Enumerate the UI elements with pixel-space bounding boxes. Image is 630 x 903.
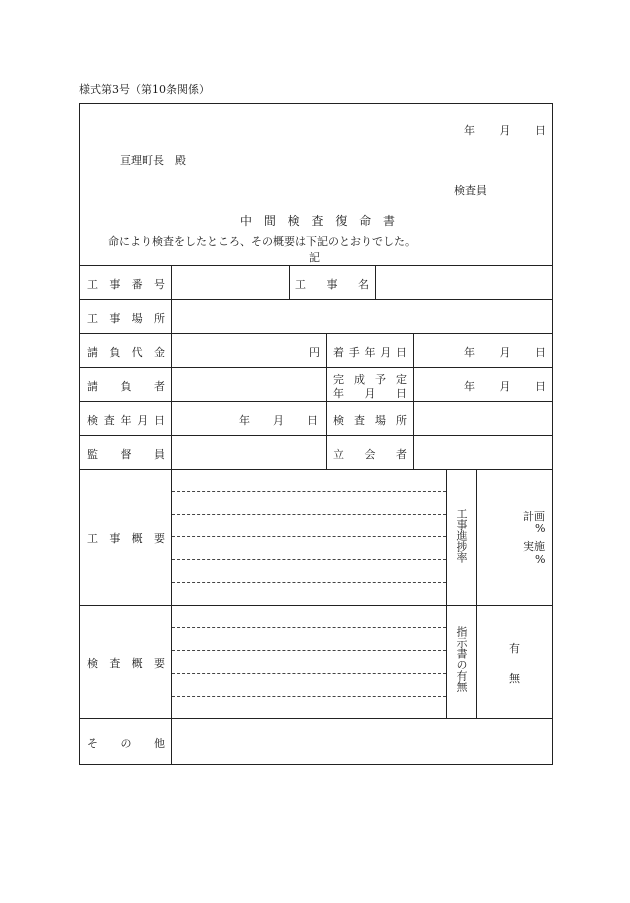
year-char: 年 [464, 124, 475, 137]
outer-left-border [79, 103, 80, 765]
label-char: 日 [396, 346, 407, 359]
column-line [476, 469, 477, 718]
dashed-writing-line [172, 673, 446, 674]
label-char: 概 [131, 532, 143, 545]
label-shinchoku: 工事進捗率 [455, 508, 468, 563]
outer-bottom-border [79, 764, 553, 765]
ki-label: 記 [309, 251, 320, 264]
row-line [79, 718, 553, 719]
label-kensa-gaiyo [87, 655, 165, 671]
label-char: 員 [154, 448, 165, 461]
date-kansei [464, 378, 546, 394]
label-char: 手 [348, 346, 360, 359]
label-char: 請 [87, 380, 98, 393]
year-char: 年 [464, 380, 475, 393]
label-char: 負 [120, 380, 132, 393]
label-char: 検 [87, 657, 98, 670]
row-line [79, 401, 553, 402]
title-char: 命 [359, 214, 372, 228]
label-char: 会 [364, 448, 376, 461]
title-char: 書 [382, 214, 395, 228]
label-kensa-date [87, 412, 165, 428]
year-char: 年 [239, 414, 250, 427]
label-kantoku [87, 446, 165, 462]
label-char: 査 [354, 414, 365, 427]
label-column-line [171, 265, 172, 765]
date-chakushu [464, 344, 546, 360]
label-sonota [87, 735, 165, 751]
label-char: 定 [396, 373, 407, 386]
label-char: 着 [333, 346, 344, 359]
label-char: 立 [333, 448, 344, 461]
label-char: 事 [109, 312, 121, 325]
label-char: 要 [153, 532, 165, 545]
label-char: 月 [380, 346, 392, 359]
label-char: 完 [333, 373, 344, 386]
label-char: 者 [154, 380, 165, 393]
label-ukeoi-daikin [87, 344, 165, 360]
dashed-writing-line [172, 650, 446, 651]
label-char: 工 [87, 532, 98, 545]
column-line [326, 333, 327, 469]
month-char: 月 [499, 124, 511, 137]
label-koji-mei [295, 276, 369, 292]
label-char: 他 [154, 737, 165, 750]
label-char: 検 [87, 414, 98, 427]
dashed-writing-line [172, 514, 446, 515]
title-char: 復 [335, 214, 348, 228]
dashed-writing-line [172, 627, 446, 628]
row-line [79, 299, 553, 300]
inspector-label: 検査員 [454, 184, 487, 197]
label-char: 年 [120, 414, 132, 427]
label-char: 月 [137, 414, 149, 427]
label-char: 成 [354, 373, 365, 386]
date-line [464, 122, 546, 138]
label-kensa-basho [333, 412, 407, 428]
dashed-writing-line [172, 491, 446, 492]
plan-percent: % [535, 522, 546, 535]
dashed-writing-line [172, 582, 446, 583]
label-char: 要 [153, 657, 165, 670]
dashed-writing-line [172, 536, 446, 537]
row-line [79, 333, 553, 334]
label-char: 日 [154, 414, 165, 427]
row-line [79, 265, 553, 266]
form-number-label: 様式第3号（第10条関係） [79, 83, 210, 96]
title-char: 中 [240, 214, 253, 228]
day-char: 日 [535, 124, 546, 137]
label-char: 者 [396, 448, 407, 461]
plan-label: 計画 [523, 510, 545, 523]
label-char: 番 [131, 278, 143, 291]
dashed-writing-line [172, 559, 446, 560]
label-tachiai [333, 446, 407, 462]
label-char: そ [87, 737, 98, 750]
label-char: 事 [109, 278, 121, 291]
label-char: 工 [295, 278, 306, 291]
label-char: 代 [131, 346, 143, 359]
label-char: 所 [396, 414, 407, 427]
label-char: 予 [375, 373, 386, 386]
title-char: 査 [311, 214, 324, 228]
label-char: 監 [87, 448, 98, 461]
label-char: 事 [109, 532, 121, 545]
label-char: 事 [326, 278, 338, 291]
label-char: 査 [109, 657, 121, 670]
month-char: 月 [499, 380, 511, 393]
label-koji-gaiyo [87, 530, 165, 546]
title-char: 間 [263, 214, 276, 228]
column-line [413, 333, 414, 469]
label-char: の [120, 737, 132, 750]
label-char: 査 [103, 414, 115, 427]
date-kensa [239, 412, 318, 428]
label-char: 工 [87, 312, 98, 325]
yen-unit: 円 [309, 346, 320, 359]
outer-top-border [79, 103, 553, 104]
day-char: 日 [535, 380, 546, 393]
column-line [289, 265, 290, 299]
label-char: 請 [87, 346, 98, 359]
label-kansei-bottom [333, 385, 407, 401]
label-char: 概 [131, 657, 143, 670]
label-char: 年 [364, 346, 376, 359]
label-char: 号 [153, 278, 165, 291]
dashed-writing-line [172, 696, 446, 697]
label-char: 場 [375, 414, 386, 427]
label-chakushu [333, 344, 407, 360]
label-char: 督 [120, 448, 132, 461]
label-ukeoi-sha [87, 378, 165, 394]
yes-option: 有 [509, 642, 520, 655]
label-char: 所 [153, 312, 165, 325]
column-line [375, 265, 376, 299]
label-char: 年 [333, 387, 344, 400]
label-char: 工 [87, 278, 98, 291]
label-char: 金 [153, 346, 165, 359]
month-char: 月 [273, 414, 284, 427]
document-title [240, 212, 395, 229]
label-char: 検 [333, 414, 344, 427]
column-line [446, 469, 447, 718]
no-option: 無 [509, 672, 520, 685]
title-char: 検 [287, 214, 300, 228]
label-char: 負 [109, 346, 121, 359]
label-koji-bango [87, 276, 165, 292]
addressee: 亘理町長 殿 [120, 154, 186, 167]
label-char: 名 [358, 278, 369, 291]
actual-label: 実施 [523, 540, 545, 553]
label-shijisho: 指示書の有無 [455, 626, 468, 692]
row-line [79, 469, 553, 470]
actual-percent: % [535, 553, 546, 566]
label-koji-basho [87, 310, 165, 326]
row-line [79, 435, 553, 436]
year-char: 年 [464, 346, 475, 359]
month-char: 月 [499, 346, 511, 359]
day-char: 日 [535, 346, 546, 359]
label-char: 日 [396, 387, 407, 400]
label-char: 月 [364, 387, 376, 400]
outer-right-border [552, 103, 553, 765]
intro-sentence: 命により検査をしたところ、その概要は下記のとおりでした。 [108, 235, 416, 248]
label-char: 場 [131, 312, 143, 325]
row-line [79, 367, 553, 368]
row-line [79, 605, 553, 606]
day-char: 日 [307, 414, 318, 427]
